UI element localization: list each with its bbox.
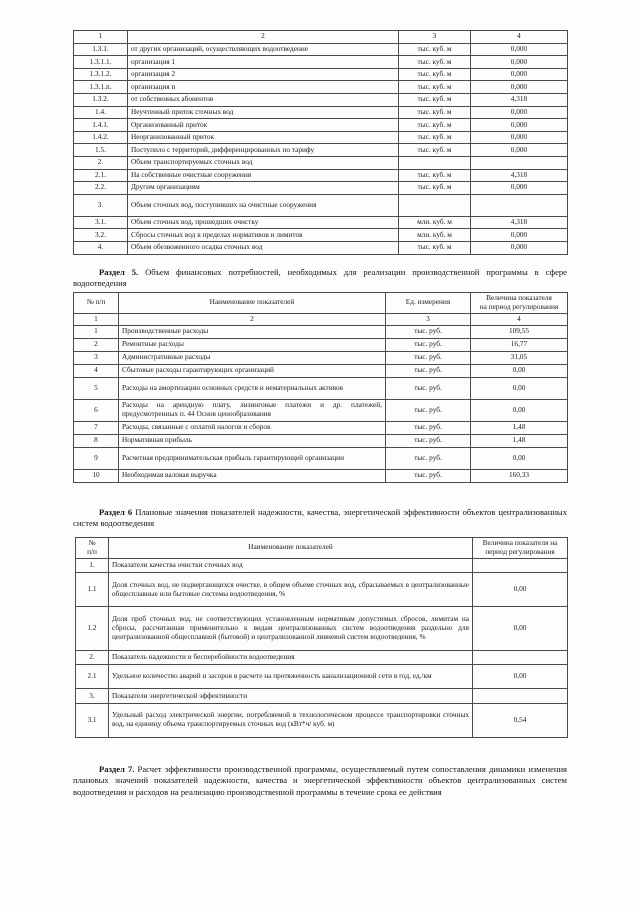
table-row <box>74 56 568 69</box>
row-number: 1. <box>76 558 109 573</box>
section-5-heading-text: Объем финансовых потребностей, необходимых для реализации производственной программы в сфере водоотведения <box>73 266 568 289</box>
row-value: 0,000 <box>471 144 568 157</box>
row-name: организация n <box>128 81 399 94</box>
table-row <box>74 216 568 229</box>
row-value <box>473 689 568 704</box>
row-number: 2.1 <box>76 665 109 689</box>
row-unit: тыс. куб. м <box>399 43 471 56</box>
row-value: 0,000 <box>471 119 568 132</box>
row-unit: тыс. куб. м <box>399 68 471 81</box>
row-number: 1.4.1. <box>74 119 128 132</box>
row-name: Доля сточных вод, не подвергающихся очистке, в общем объеме сточных вод, сбрасываемых в централизованные общесплавные или бытовые системы водоотведения, % <box>109 573 473 607</box>
row-value: 0,000 <box>471 68 568 81</box>
section-6-table-head <box>76 538 568 559</box>
row-name: организация 2 <box>128 68 399 81</box>
row-name: Объем обезвоженного осадка сточных вод <box>128 241 399 254</box>
row-unit: тыс. руб. <box>386 338 471 351</box>
table-row <box>74 156 568 169</box>
row-value <box>473 650 568 665</box>
table-row <box>74 119 568 132</box>
row-number: 9 <box>74 447 119 469</box>
table-row <box>74 351 568 364</box>
table-row <box>74 81 568 94</box>
row-name: На собственные очистные сооружения <box>128 169 399 182</box>
row-number: 5 <box>74 377 119 399</box>
row-value: 0,00 <box>471 377 568 399</box>
row-value: 0,00 <box>471 364 568 377</box>
table-row <box>74 421 568 434</box>
header-no-line1: № <box>88 538 96 547</box>
table-row <box>76 703 568 737</box>
row-number: 1.5. <box>74 144 128 157</box>
col-number-1: 1 <box>74 313 119 325</box>
row-value: 1,48 <box>471 421 568 434</box>
row-value: 0,000 <box>471 56 568 69</box>
section-7-heading-label: Раздел 7. <box>99 763 135 774</box>
row-number: 10 <box>74 469 119 482</box>
row-number: 4. <box>74 241 128 254</box>
col-number-1: 1 <box>74 31 128 44</box>
row-name: Расходы, связанные с оплатой налогов и сборов <box>119 421 386 434</box>
row-name: Доля проб сточных вод, не соответствующих установленным нормативам допустимых сбросов, лимитам на сбросы, рассчитанная применительно к видам централизованных систем водоотведения раздельно для централизованной общесплавной (бытовой) и централизованной ливневой систем водоотведения, % <box>109 607 473 650</box>
row-unit: тыс. руб. <box>386 434 471 447</box>
col-number-3: 3 <box>399 31 471 44</box>
row-name: Объем транспортируемых сточных вод <box>128 156 399 169</box>
row-unit: тыс. руб. <box>386 421 471 434</box>
section-5-table-head <box>74 293 568 326</box>
table-row <box>76 650 568 665</box>
row-number: 6 <box>74 399 119 421</box>
header-value <box>471 293 568 314</box>
table-row <box>74 399 568 421</box>
row-unit: млн. куб. м <box>399 216 471 229</box>
table-row <box>76 665 568 689</box>
row-value: 0,000 <box>471 106 568 119</box>
row-unit: тыс. руб. <box>386 325 471 338</box>
row-value: 0,000 <box>471 229 568 242</box>
row-value: 0,000 <box>471 43 568 56</box>
table-row <box>74 241 568 254</box>
row-unit: тыс. куб. м <box>399 131 471 144</box>
row-value: 16,77 <box>471 338 568 351</box>
row-name: Показатели энергетической эффективности <box>109 689 473 704</box>
row-name: Удельное количество аварий и засоров в расчете на протяженность канализационной сети в год, ед./км <box>109 665 473 689</box>
col-number-4: 4 <box>471 31 568 44</box>
row-name: Другим организациям <box>128 182 399 195</box>
header-no: № п/п <box>74 293 119 314</box>
row-name: Сбросы сточных вод в пределах нормативов и лимитов <box>128 229 399 242</box>
table-row <box>74 377 568 399</box>
row-value: 109,55 <box>471 325 568 338</box>
row-unit: тыс. куб. м <box>399 241 471 254</box>
header-name: Наименование показателей <box>109 538 473 559</box>
row-value: 160,33 <box>471 469 568 482</box>
row-number: 1.3.2. <box>74 93 128 106</box>
row-name: Расходы на арендную плату, лизинговые платежи и др. платежей, предусмотренных п. 44 Основ ценообразования <box>119 399 386 421</box>
row-name: от собственных абонентов <box>128 93 399 106</box>
header-value <box>473 538 568 559</box>
table-row-column-numbers <box>74 313 568 325</box>
row-number: 2.2. <box>74 182 128 195</box>
header-name: Наименование показателей <box>119 293 386 314</box>
table-row <box>74 169 568 182</box>
row-unit: тыс. руб. <box>386 447 471 469</box>
table-row <box>74 469 568 482</box>
row-name: организация 1 <box>128 56 399 69</box>
table-row <box>74 106 568 119</box>
row-value <box>473 558 568 573</box>
row-number: 4 <box>74 364 119 377</box>
row-name: Показатель надежности и бесперебойности водоотведения <box>109 650 473 665</box>
row-unit: тыс. куб. м <box>399 81 471 94</box>
row-unit: тыс. руб. <box>386 399 471 421</box>
section-6-heading-label: Раздел 6 <box>99 506 133 517</box>
section-6-table-body <box>76 558 568 737</box>
row-number: 3. <box>74 194 128 216</box>
row-number: 1.3.1.1. <box>74 56 128 69</box>
row-unit: тыс. куб. м <box>399 93 471 106</box>
section-5-table-body <box>74 325 568 482</box>
table-row <box>74 194 568 216</box>
row-value: 4,318 <box>471 216 568 229</box>
section-7-heading-text: Расчет эффективности производственной программы, осуществляемый путем сопоставления динамики изменения плановых значений показателей надежности, качества и энергетической эффективности объектов централизованных систем водоотведения и расходов на реализацию производственной программы в течение срока ее действия <box>73 763 568 798</box>
row-name: Административные расходы <box>119 351 386 364</box>
row-number: 7 <box>74 421 119 434</box>
col-number-2: 2 <box>128 31 399 44</box>
row-value: 0,000 <box>471 241 568 254</box>
col-number-2: 2 <box>119 313 386 325</box>
row-number: 1.3.1.2. <box>74 68 128 81</box>
table-row <box>74 68 568 81</box>
row-value: 0,000 <box>471 182 568 195</box>
row-number: 2. <box>74 156 128 169</box>
row-number: 1.4. <box>74 106 128 119</box>
table-row <box>76 558 568 573</box>
row-name: Неучтенный приток сточных вод <box>128 106 399 119</box>
section-7-heading <box>73 764 567 800</box>
table-one-body <box>74 31 568 255</box>
table-row <box>74 93 568 106</box>
table-row <box>74 325 568 338</box>
row-name: Объем сточных вод, поступивших на очистные сооружения <box>128 194 399 216</box>
row-name: Сбытовые расходы гарантирующих организаций <box>119 364 386 377</box>
section-5-heading <box>73 267 567 291</box>
header-value-line1: Величина показателя <box>486 293 552 302</box>
table-row-column-numbers <box>74 31 568 44</box>
row-name: Ремонтные расходы <box>119 338 386 351</box>
row-value: 0,00 <box>473 573 568 607</box>
table-row <box>74 43 568 56</box>
row-unit: тыс. руб. <box>386 364 471 377</box>
row-name: от других организаций, осуществляющих водоотведение <box>128 43 399 56</box>
row-number: 2.1. <box>74 169 128 182</box>
row-unit: тыс. руб. <box>386 351 471 364</box>
row-unit <box>399 156 471 169</box>
row-name: Удельный расход электрической энергии, потребляемой в технологическом процессе транспортировки сточных вод, на единицу объема транспортируемых сточных вод (кВт*ч/ куб. м) <box>109 703 473 737</box>
table-row <box>74 144 568 157</box>
row-unit: тыс. куб. м <box>399 119 471 132</box>
row-unit: тыс. куб. м <box>399 182 471 195</box>
table-row <box>74 229 568 242</box>
row-value: 0,000 <box>471 81 568 94</box>
section-5-table <box>73 292 568 483</box>
table-row <box>74 364 568 377</box>
section-4-continuation-table <box>73 30 568 255</box>
row-name: Нормативная прибыль <box>119 434 386 447</box>
row-value <box>471 194 568 216</box>
section-6-table <box>75 537 568 738</box>
row-value: 0,000 <box>471 131 568 144</box>
header-value-line2: на период регулирования <box>479 301 559 311</box>
row-number: 1.4.2. <box>74 131 128 144</box>
row-number: 1.1 <box>76 573 109 607</box>
row-value: 0,54 <box>473 703 568 737</box>
row-name: Неорганизованный приток <box>128 131 399 144</box>
table-row <box>74 434 568 447</box>
row-value: 31,05 <box>471 351 568 364</box>
row-number: 3.2. <box>74 229 128 242</box>
col-number-4: 4 <box>471 313 568 325</box>
row-unit: тыс. руб. <box>386 377 471 399</box>
header-value-line2: период регулирования <box>485 546 555 556</box>
row-number: 1.3.1. <box>74 43 128 56</box>
row-unit: тыс. руб. <box>386 469 471 482</box>
row-name: Организованный приток <box>128 119 399 132</box>
row-unit: тыс. куб. м <box>399 144 471 157</box>
section-6-heading-text: Плановые значения показателей надежности, качества, энергетической эффективности объектов централизованных систем водоотведения <box>73 506 568 529</box>
table-header-row <box>74 293 568 314</box>
row-number: 1.3.1.n. <box>74 81 128 94</box>
row-name: Показатели качества очистки сточных вод <box>109 558 473 573</box>
table-row <box>74 182 568 195</box>
row-value: 4,318 <box>471 93 568 106</box>
section-5-heading-label: Раздел 5. <box>99 266 139 277</box>
row-value: 1,48 <box>471 434 568 447</box>
row-value: 0,00 <box>473 665 568 689</box>
table-row <box>76 689 568 704</box>
row-number: 3 <box>74 351 119 364</box>
row-unit: млн. куб. м <box>399 229 471 242</box>
row-name: Необходимая валовая выручка <box>119 469 386 482</box>
row-name: Расходы на амортизацию основных средств и нематериальных активов <box>119 377 386 399</box>
header-no <box>76 538 109 559</box>
row-number: 3.1. <box>74 216 128 229</box>
row-name: Объем сточных вод, прошедших очистку <box>128 216 399 229</box>
row-number: 3. <box>76 689 109 704</box>
row-value <box>471 156 568 169</box>
table-row <box>76 607 568 650</box>
row-number: 1 <box>74 325 119 338</box>
table-row <box>74 131 568 144</box>
table-row <box>74 338 568 351</box>
row-number: 2 <box>74 338 119 351</box>
header-no-line2: п/п <box>87 546 97 556</box>
row-value: 0,00 <box>473 607 568 650</box>
col-number-3: 3 <box>386 313 471 325</box>
row-value: 0,00 <box>471 399 568 421</box>
header-unit: Ед. измерения <box>386 293 471 314</box>
row-unit: тыс. куб. м <box>399 169 471 182</box>
table-row <box>76 573 568 607</box>
row-unit: тыс. куб. м <box>399 106 471 119</box>
row-unit: тыс. куб. м <box>399 56 471 69</box>
row-name: Поступило с территорий, дифференцированных по тарифу <box>128 144 399 157</box>
table-row <box>74 447 568 469</box>
row-value: 0,00 <box>471 447 568 469</box>
row-number: 2. <box>76 650 109 665</box>
row-name: Производственные расходы <box>119 325 386 338</box>
header-value-line1: Величина показателя на <box>482 538 558 547</box>
row-number: 8 <box>74 434 119 447</box>
row-number: 1.2 <box>76 607 109 650</box>
table-header-row <box>76 538 568 559</box>
row-unit <box>399 194 471 216</box>
row-number: 3.1 <box>76 703 109 737</box>
row-value: 4,318 <box>471 169 568 182</box>
row-name: Расчетная предпринимательская прибыль гарантирующей организации <box>119 447 386 469</box>
section-6-heading <box>73 507 567 531</box>
